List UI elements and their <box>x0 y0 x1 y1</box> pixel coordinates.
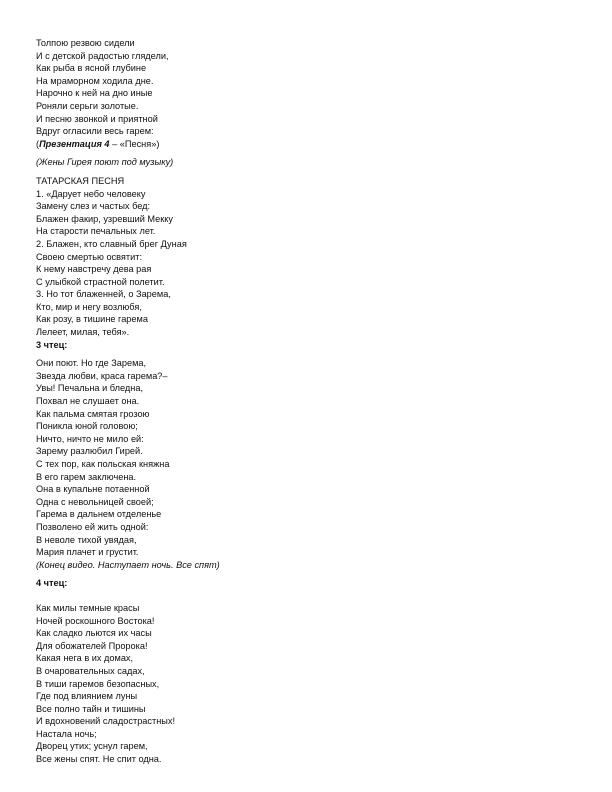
presentation-note <box>36 138 576 151</box>
verse-line: Ночей роскошного Востока! <box>36 615 155 626</box>
verse-block-1 <box>36 37 576 150</box>
verse-line: Вдруг огласили весь гарем: <box>36 126 154 137</box>
verse-line: С тех пор, как польская княжна <box>36 459 170 469</box>
verse-line: В очаровательных садах, <box>36 665 145 676</box>
verse-line: Ничто, ничто не мило ей: <box>36 433 144 444</box>
reader-4-label: 4 чтец: <box>36 578 68 589</box>
verse-line: Как рыба в ясной глубине <box>36 63 147 74</box>
verse-line: Как сладко льются их часы <box>36 628 152 639</box>
verse-line: Дворец утих; уснул гарем, <box>36 741 148 752</box>
reader-3-label: 3 чтец: <box>36 339 68 350</box>
song-line: С улыбкой страстной полетит. <box>36 276 165 287</box>
verse-line: Для обожателей Пророка! <box>36 640 148 651</box>
verse-line: И вдохновений сладострастных! <box>36 716 176 727</box>
verse-line: Позволено ей жить одной: <box>36 521 149 532</box>
song-line: Своею смертью освятит: <box>36 251 142 262</box>
verse-line: В тиши гаремов безопасных, <box>36 678 160 689</box>
verse-line: Роняли серьги золотые. <box>36 100 139 111</box>
verse-line: Мария плачет и грустит. <box>36 547 139 558</box>
verse-line: И песню звонкой и приятной <box>36 113 158 124</box>
verse-line: Гарема в дальнем отделенье <box>36 509 162 520</box>
stage-direction-singing: (Жены Гирея поют под музыку) <box>36 157 174 168</box>
verse-line: Какая нега в их домах, <box>36 653 134 664</box>
verse-line: Звезда любви, краса гарема?– <box>36 370 168 381</box>
verse-line: Она в купальне потаенной <box>36 484 150 495</box>
verse-line: Все жены спят. Не спит одна. <box>36 754 162 765</box>
verse-line: На мраморном ходила дне. <box>36 75 154 86</box>
song-line: На старости печальных лет. <box>36 226 156 237</box>
song-line: Блажен факир, узревший Мекку <box>36 213 174 224</box>
song-line: Лелеет, милая, тебя». <box>36 327 130 338</box>
song-line: Как розу, в тишине гарема <box>36 314 148 325</box>
presentation-label: Презентация 4 <box>39 138 110 149</box>
song-line: Кто, мир и негу возлюбя, <box>36 301 142 312</box>
verse-line: Зарему разлюбил Гирей. <box>36 446 143 457</box>
document-page <box>36 37 576 766</box>
stage-direction-night: (Конец видео. Наступает ночь. Все спят) <box>36 559 220 570</box>
verse-line: Толпою резвою сидели <box>36 38 135 48</box>
verse-line: Настала ночь; <box>36 728 97 739</box>
presentation-rest: – «Песня») <box>109 138 160 149</box>
verse-line: Одна с невольницей своей; <box>36 496 154 507</box>
verse-line: И с детской радостью глядели, <box>36 50 169 61</box>
verse-line: В неволе тихой увядая, <box>36 534 137 545</box>
song-line: 2. Блажен, кто славный брег Дуная <box>36 238 187 249</box>
song-line: 1. «Дарует небо человеку <box>36 188 146 199</box>
verse-line: Все полно тайн и тишины <box>36 703 146 714</box>
presentation-open-paren: ( <box>36 138 40 149</box>
verse-line: Они поют. Но где Зарема, <box>36 358 147 369</box>
tatar-song <box>36 175 576 339</box>
song-line: Замену слез и частых бед: <box>36 201 151 212</box>
verse-line: Где под влиянием луны <box>36 691 138 702</box>
reader-3-verse <box>36 357 576 559</box>
verse-line: Нарочно к ней на дно иные <box>36 88 153 99</box>
reader-4-verse <box>36 602 576 766</box>
verse-line: Как милы темные красы <box>36 602 140 613</box>
verse-line: Поникла юной головою; <box>36 421 138 432</box>
song-title: ТАТАРСКАЯ ПЕСНЯ <box>36 175 125 186</box>
verse-line: Как пальма смятая грозою <box>36 408 150 419</box>
song-line: 3. Но тот блаженней, о Зарема, <box>36 289 171 300</box>
song-line: К нему навстречу дева рая <box>36 264 152 275</box>
verse-line: Увы! Печальна и бледна, <box>36 383 143 394</box>
verse-line: В его гарем заключена. <box>36 471 137 482</box>
verse-line: Похвал не слушает она. <box>36 396 140 407</box>
